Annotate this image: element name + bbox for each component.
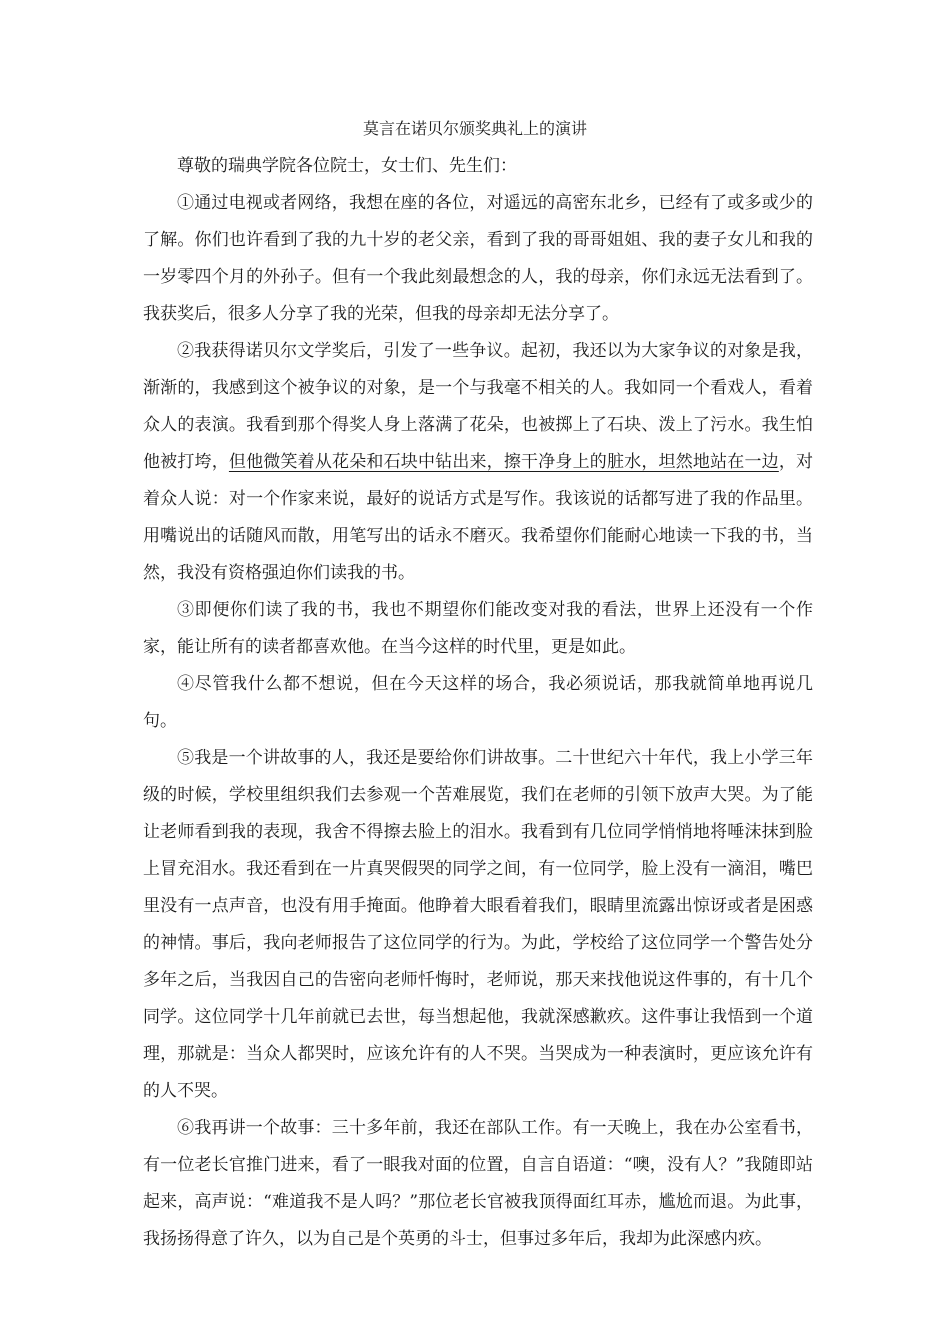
paragraph-6: ⑥我再讲一个故事：三十多年前，我还在部队工作。有一天晚上，我在办公室看书，有一位老长官推门进来，看了一眼我对面的位置，自言自语道：“噢，没有人？”我随即站起来，高声说：“难道我不是人吗？”那位老长官被我顶得面红耳赤，尴尬而退。为此事，我扬扬得意了许久，以为自己是个英勇的斗士，但事过多年后，我却为此深感内疚。 [143, 1118, 813, 1249]
document-body [143, 148, 813, 1258]
paragraph-2-before: ②我获得诺贝尔文学奖后，引发了一些争议。起初，我还以为大家争议的对象是我，渐渐的，我感到这个被争议的对象，是一个与我毫不相关的人。我如同一个看戏人，看着众人的表演。我看到那个得奖人身上落满了花朵，也被掷上了石块、泼上了污水。我生怕他被打垮， [143, 341, 813, 472]
paragraph-5: ⑤我是一个讲故事的人，我还是要给你们讲故事。二十世纪六十年代，我上小学三年级的时候，学校里组织我们去参观一个苦难展览，我们在老师的引领下放声大哭。为了能让老师看到我的表现，我舍不得擦去脸上的泪水。我看到有几位同学悄悄地将唾沫抹到脸上冒充泪水。我还看到在一片真哭假哭的同学之间，有一位同学，脸上没有一滴泪，嘴巴里没有一点声音，也没有用手掩面。他睁着大眼看着我们，眼睛里流露出惊讶或者是困惑的神情。事后，我向老师报告了这位同学的行为。为此，学校给了这位同学一个警告处分多年之后，当我因自己的告密向老师忏悔时，老师说，那天来找他说这件事的，有十几个同学。这位同学十几年前就已去世，每当想起他，我就深感歉疚。这件事让我悟到一个道理，那就是：当众人都哭时，应该允许有的人不哭。当哭成为一种表演时，更应该允许有的人不哭。 [143, 748, 813, 1101]
paragraph-2-after: ，对着众人说：对一个作家来说，最好的说话方式是写作。我该说的话都写进了我的作品里。用嘴说出的话随风而散，用笔写出的话永不磨灭。我希望你们能耐心地读一下我的书，当然，我没有资格强迫你们读我的书。 [143, 452, 814, 583]
underlined-sentence: 但他微笑着从花朵和石块中钻出来，擦干净身上的脏水，坦然地站在一边 [228, 452, 779, 472]
document-title: 莫言在诺贝尔颁奖典礼上的演讲 [362, 119, 587, 138]
paragraph-3: ③即便你们读了我的书，我也不期望你们能改变对我的看法，世界上还没有一个作家，能让所有的读者都喜欢他。在当今这样的时代里，更是如此。 [143, 600, 813, 657]
paragraph-4: ④尽管我什么都不想说，但在今天这样的场合，我必须说话，那我就简单地再说几句。 [143, 674, 813, 731]
salutation: 尊敬的瑞典学院各位院士，女士们、先生们： [177, 156, 517, 176]
paragraph-1: ①通过电视或者网络，我想在座的各位，对遥远的高密东北乡，已经有了或多或少的了解。你们也许看到了我的九十岁的老父亲，看到了我的哥哥姐姐、我的妻子女儿和我的一岁零四个月的外孙子。但有一个我此刻最想念的人，我的母亲，你们永远无法看到了。我获奖后，很多人分享了我的光荣，但我的母亲却无法分享了。 [143, 193, 813, 324]
paragraph-2 [143, 333, 813, 592]
